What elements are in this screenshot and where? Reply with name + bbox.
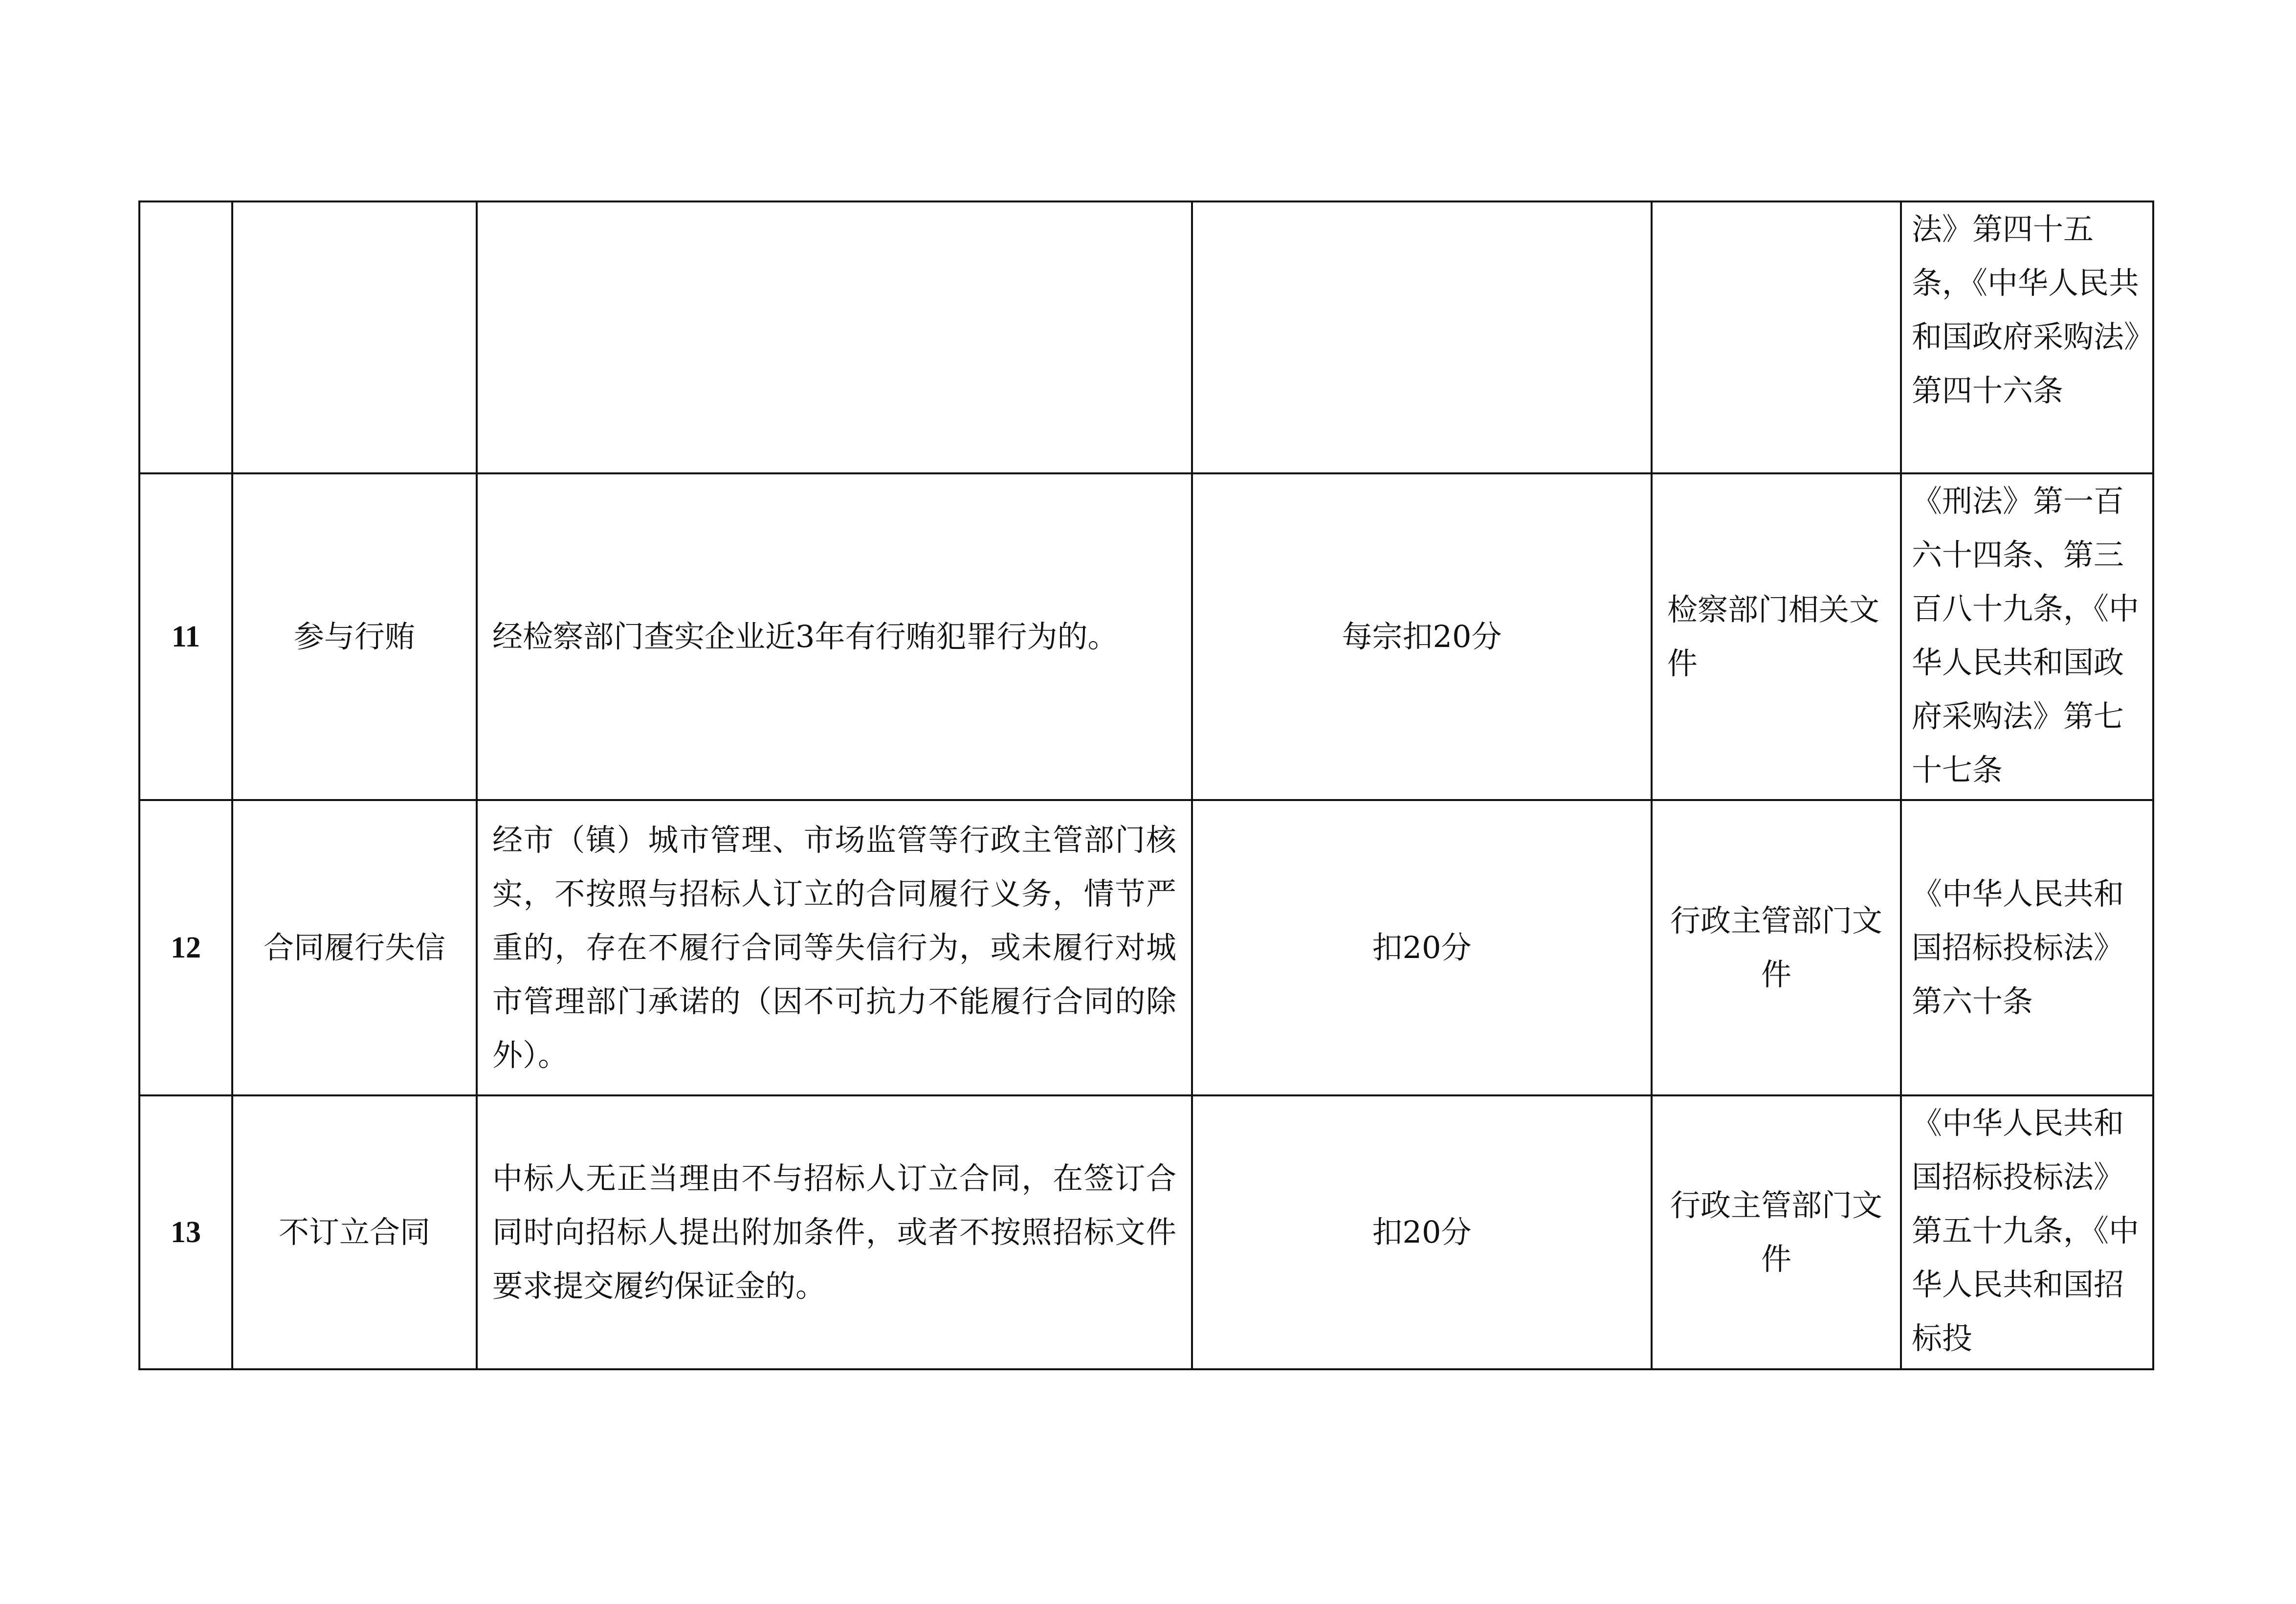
evidence-basis: 检察部门相关文件 <box>1652 473 1901 800</box>
item-description: 中标人无正当理由不与招标人订立合同，在签订合同时向招标人提出附加条件，或者不按照招标文件要求提交履约保证金的。 <box>477 1095 1192 1369</box>
deduction-score: 扣20分 <box>1192 1095 1652 1369</box>
row-number: 11 <box>139 473 232 800</box>
evidence-basis: 行政主管部门文件 <box>1652 1095 1901 1369</box>
deduction-score <box>1192 201 1652 473</box>
item-name: 参与行贿 <box>232 473 477 800</box>
table-row <box>139 473 2153 800</box>
legal-basis: 《中华人民共和国招标投标法》第六十条 <box>1901 800 2153 1095</box>
evidence-basis <box>1652 201 1901 473</box>
item-name: 合同履行失信 <box>232 800 477 1095</box>
item-name: 不订立合同 <box>232 1095 477 1369</box>
row-number: 12 <box>139 800 232 1095</box>
table-row <box>139 1095 2153 1369</box>
legal-basis: 法》第四十五条，《中华人民共和国政府采购法》第四十六条 <box>1901 201 2153 473</box>
deduction-score: 每宗扣20分 <box>1192 473 1652 800</box>
row-number <box>139 201 232 473</box>
table-row <box>139 800 2153 1095</box>
table-row <box>139 201 2153 473</box>
item-description: 经检察部门查实企业近3年有行贿犯罪行为的。 <box>477 473 1192 800</box>
evidence-basis: 行政主管部门文件 <box>1652 800 1901 1095</box>
legal-basis: 《刑法》第一百六十四条、第三百八十九条，《中华人民共和国政府采购法》第七十七条 <box>1901 473 2153 800</box>
regulation-table <box>138 200 2154 1370</box>
item-name <box>232 201 477 473</box>
item-description <box>477 201 1192 473</box>
item-description: 经市（镇）城市管理、市场监管等行政主管部门核实，不按照与招标人订立的合同履行义务，情节严重的，存在不履行合同等失信行为，或未履行对城市管理部门承诺的（因不可抗力不能履行合同的除外）。 <box>477 800 1192 1095</box>
row-number: 13 <box>139 1095 232 1369</box>
legal-basis: 《中华人民共和国招标投标法》第五十九条，《中华人民共和国招标投 <box>1901 1095 2153 1369</box>
deduction-score: 扣20分 <box>1192 800 1652 1095</box>
